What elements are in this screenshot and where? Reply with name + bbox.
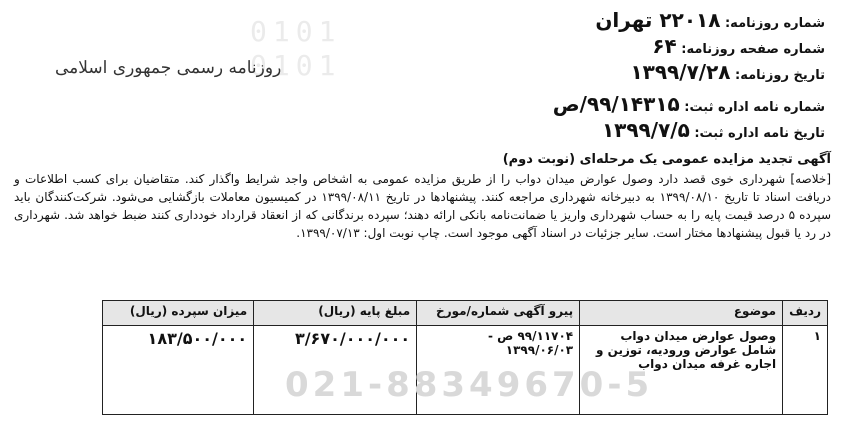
registration-number-label: شماره نامه اداره ثبت: — [684, 100, 825, 115]
cell-reference: ۹۹/۱۱۷۰۴ ص - ۱۳۹۹/۰۶/۰۳ — [417, 326, 580, 415]
table-header-row — [103, 301, 828, 326]
issue-label: شماره روزنامه: — [724, 16, 825, 31]
cell-subject: وصول عوارض میدان دواب شامل عوارض ورودیه، توزین و اجاره غرفه میدان دواب — [580, 326, 783, 415]
notice-summary: [خلاصه] شهرداری خوی قصد دارد وصول عوارض میدان دواب را از طریق مزایده عمومی به اشخاص واجد شرایط واگذار کند. متقاضیان برای کسب اطلاعات و دریافت اسناد تا تاریخ ۱۳۹۹/۰۸/۱۰ به دبیرخانه شهرداری مراجعه کنند. پیشنهادها در تاریخ ۱۳۹۹/۰۸/۱۱ در کمیسیون معاملات بازگشایی می‌شود. شرکت‌کنندگان باید سپرده ۵ درصد قیمت پایه را به حساب شهرداری واریز یا ضمانت‌نامه بانکی ارائه دهند؛ سپرده برندگانی که از انعقاد قرارداد خودداری کنند ضبط خواهد شد. شهرداری در رد یا قبول پیشنهادها مختار است. سایر جزئیات در اسناد آگهی موجود است. چاپ نوبت اول: ۱۳۹۹/۰۷/۱۳. — [14, 172, 832, 240]
col-row-number: ردیف — [783, 301, 828, 326]
issue-row — [525, 8, 825, 32]
registration-date-value: ۱۳۹۹/۷/۵ — [601, 118, 690, 142]
col-deposit: میزان سپرده (ریال) — [103, 301, 254, 326]
paper-name: روزنامه رسمی جمهوری اسلامی — [55, 58, 282, 78]
page-value: ۶۴ — [652, 34, 677, 58]
col-reference: پیرو آگهی شماره/مورخ — [417, 301, 580, 326]
col-base-price: مبلغ پایه (ریال) — [254, 301, 417, 326]
notice-title: آگهی تجدید مزایده عمومی یک مرحله‌ای (نوبت دوم) — [502, 152, 831, 167]
background-watermark: 0101 0101 — [250, 15, 342, 82]
date-row — [525, 60, 825, 84]
registration-date-row — [553, 118, 825, 142]
cell-base-price: ۳/۶۷۰/۰۰۰/۰۰۰ — [254, 326, 417, 415]
phone-watermark: 021-88349670-5 — [285, 365, 654, 405]
registration-date-label: تاریخ نامه اداره ثبت: — [694, 126, 825, 141]
registration-number-row — [553, 92, 825, 116]
cell-deposit: ۱۸۳/۵۰۰/۰۰۰ — [103, 326, 254, 415]
date-label: تاریخ روزنامه: — [735, 68, 825, 83]
cell-row-number: ۱ — [783, 326, 828, 415]
col-subject: موضوع — [580, 301, 783, 326]
newspaper-header — [525, 8, 825, 86]
page-label: شماره صفحه روزنامه: — [681, 42, 825, 57]
page-row — [525, 34, 825, 58]
registration-block — [553, 92, 825, 144]
date-value: ۱۳۹۹/۷/۲۸ — [630, 60, 731, 84]
registration-number-value: ۹۹/۱۴۳۱۵/ص — [552, 92, 680, 116]
issue-value: ۲۲۰۱۸ تهران — [595, 8, 721, 32]
